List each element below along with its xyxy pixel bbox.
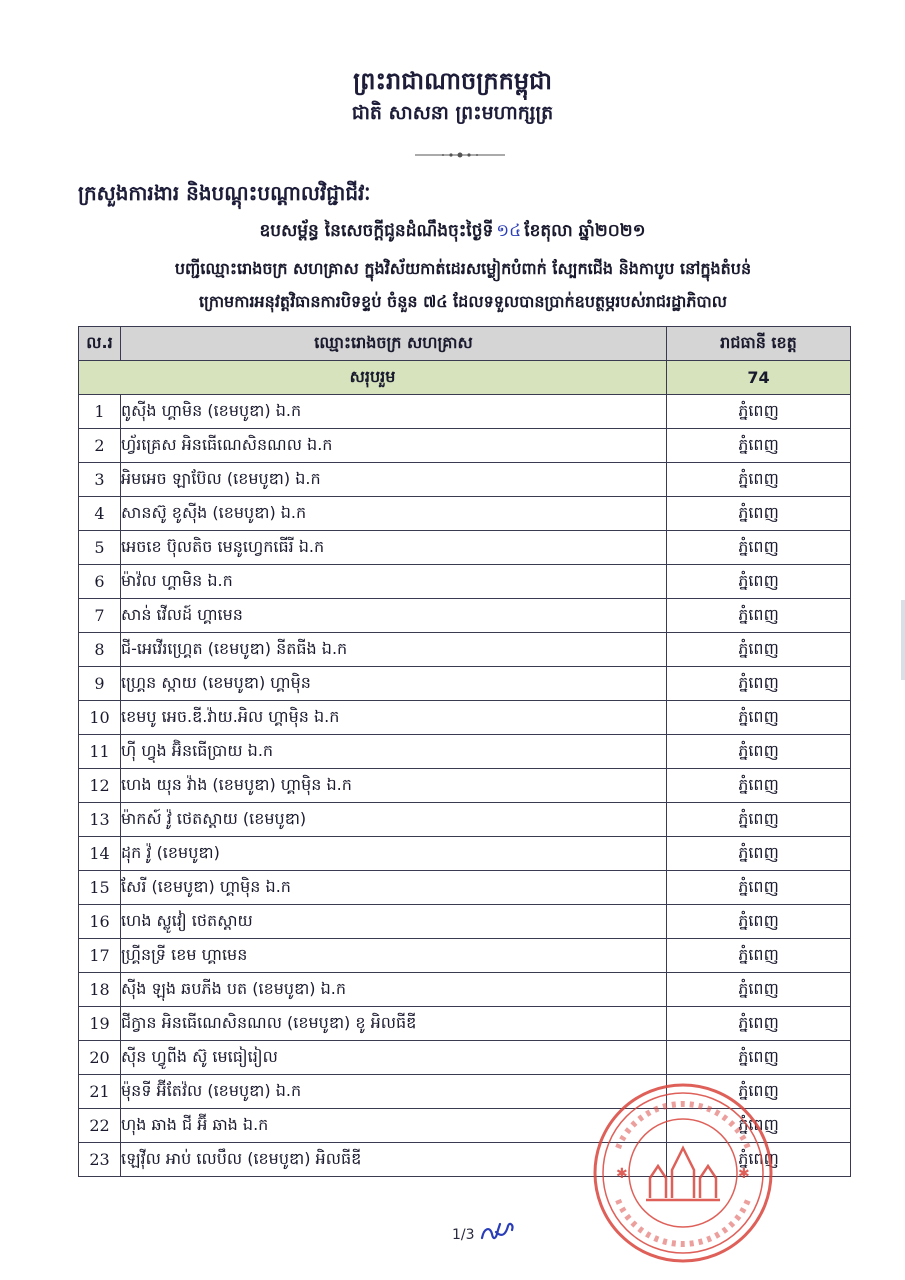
table-row — [79, 395, 851, 429]
table-row — [79, 1075, 851, 1109]
province-name: ភ្នំពេញ — [667, 905, 851, 939]
handwritten-initial — [478, 1220, 518, 1244]
province-name: ភ្នំពេញ — [667, 1075, 851, 1109]
province-name: ភ្នំពេញ — [667, 973, 851, 1007]
row-number: 20 — [79, 1041, 121, 1075]
province-name: ភ្នំពេញ — [667, 1143, 851, 1177]
table-row — [79, 735, 851, 769]
row-number: 10 — [79, 701, 121, 735]
subject-text-after: ខែតុលា ឆ្នាំ២០២១ — [524, 221, 646, 241]
factory-name: សែរី (ខេមបូឌា) ហ្គាម៉ិន ឯ.ក — [121, 871, 667, 905]
table-row — [79, 939, 851, 973]
province-name: ភ្នំពេញ — [667, 1041, 851, 1075]
factory-name: ស៊ីន ហ្វូពីង ស៊ូ មេធៀរៀល — [121, 1041, 667, 1075]
table-row — [79, 1143, 851, 1177]
province-name: ភ្នំពេញ — [667, 463, 851, 497]
factory-name: សានស៊ូ ខូស៊ីង (ខេមបូឌា) ឯ.ក — [121, 497, 667, 531]
province-name: ភ្នំពេញ — [667, 837, 851, 871]
annex-subject — [0, 220, 905, 245]
factory-list-table — [78, 326, 851, 1177]
row-number: 21 — [79, 1075, 121, 1109]
factory-name: ហេង យុន វ៉ាង (ខេមបូឌា) ហ្គាម៉ិន ឯ.ក — [121, 769, 667, 803]
subject-text-before: ឧបសម្ព័ន្ធ នៃសេចក្តីជូនដំណឹងចុះថ្ងៃទី — [259, 221, 494, 241]
row-number: 14 — [79, 837, 121, 871]
row-number: 4 — [79, 497, 121, 531]
row-number: 2 — [79, 429, 121, 463]
table-row — [79, 1041, 851, 1075]
row-number: 7 — [79, 599, 121, 633]
description-line-2: ក្រោមការអនុវត្តវិធានការបិទខ្ទប់ ចំនួន ៧៤ ដែលទទួលបានប្រាក់ឧបត្ថម្ភរបស់រាជរដ្ឋាភិបាល — [198, 292, 728, 311]
province-name: ភ្នំពេញ — [667, 667, 851, 701]
factory-name: ម៉ុនទី អ៊ីតែវ៉ល (ខេមបូឌា) ឯ.ក — [121, 1075, 667, 1109]
table-row — [79, 769, 851, 803]
province-name: ភ្នំពេញ — [667, 429, 851, 463]
description-line-1: បញ្ជីឈ្មោះរោងចក្រ សហគ្រាស ក្នុងវិស័យកាត់ដេរសម្លៀកបំពាក់ ស្បែកជើង និងកាបូប នៅក្នុងតំបន់ — [174, 259, 752, 278]
factory-name: អេចខេ ប៊ុលតិច មេនូហ្វេកធើរី ឯ.ក — [121, 531, 667, 565]
row-number: 5 — [79, 531, 121, 565]
province-name: ភ្នំពេញ — [667, 939, 851, 973]
factory-name: ឡេវ៉ីល អាប់ លេបឹល (ខេមបូឌា) អិលធីឌី — [121, 1143, 667, 1177]
header-province: រាជធានី ខេត្ត — [667, 327, 851, 361]
table-row — [79, 973, 851, 1007]
row-number: 18 — [79, 973, 121, 1007]
province-name: ភ្នំពេញ — [667, 803, 851, 837]
row-number: 16 — [79, 905, 121, 939]
table-row — [79, 701, 851, 735]
total-row — [79, 361, 851, 395]
table-row — [79, 1007, 851, 1041]
table-row — [79, 497, 851, 531]
row-number: 8 — [79, 633, 121, 667]
kingdom-title: ព្រះរាជាណាចក្រកម្ពុជា — [353, 66, 552, 95]
province-name: ភ្នំពេញ — [667, 395, 851, 429]
factory-name: ហ្គ្រេន ស្កាយ (ខេមបូឌា) ហ្គាម៉ិន — [121, 667, 667, 701]
row-number: 15 — [79, 871, 121, 905]
table-row — [79, 463, 851, 497]
table-row — [79, 633, 851, 667]
province-name: ភ្នំពេញ — [667, 633, 851, 667]
factory-name: ហ្គ្រីនទ្រី ខេម ហ្គាមេន — [121, 939, 667, 973]
subject-day: ១៤ — [496, 221, 522, 241]
total-label: សរុបរួម — [79, 361, 667, 395]
factory-name: ហ៊ី ហ្វុង អ៊ិនធើប្រាយ ឯ.ក — [121, 735, 667, 769]
row-number: 11 — [79, 735, 121, 769]
factory-name: អិមអេច ឡាប៊ែល (ខេមបូឌា) ឯ.ក — [121, 463, 667, 497]
province-name: ភ្នំពេញ — [667, 565, 851, 599]
header-name: ឈ្មោះរោងចក្រ សហគ្រាស — [121, 327, 667, 361]
factory-name: ហេង ស្លូវៀ ថេតស្តាយ — [121, 905, 667, 939]
province-name: ភ្នំពេញ — [667, 1007, 851, 1041]
table-row — [79, 871, 851, 905]
table-row — [79, 837, 851, 871]
factory-name: សាន់ វើលដ៍ ហ្គាមេន — [121, 599, 667, 633]
row-number: 23 — [79, 1143, 121, 1177]
province-name: ភ្នំពេញ — [667, 735, 851, 769]
factory-name: ខេមបូ អេច.ឌី.វ៉ាយ.អិល ហ្គាម៉ិន ឯ.ក — [121, 701, 667, 735]
page-number: 1/3 — [452, 1227, 475, 1243]
province-name: ភ្នំពេញ — [667, 497, 851, 531]
row-number: 9 — [79, 667, 121, 701]
ministry-name: ក្រសួងការងារ និងបណ្តុះបណ្តាលវិជ្ជាជីវៈ — [78, 181, 371, 205]
svg-text:✱: ✱ — [738, 1166, 750, 1182]
row-number: 3 — [79, 463, 121, 497]
factory-name: ជី-អេវើរហ្គ្រេត (ខេមបូឌា) នីតធីង ឯ.ក — [121, 633, 667, 667]
table-row — [79, 599, 851, 633]
factory-name: ដុក វ៉ូ (ខេមបូឌា) — [121, 837, 667, 871]
factory-name: ហ្វ័រគ្រេស អិនធើណេសិនណល ឯ.ក — [121, 429, 667, 463]
page-edge-shadow — [901, 600, 905, 680]
table-row — [79, 905, 851, 939]
row-number: 13 — [79, 803, 121, 837]
factory-name: ម៉ាវ៉ល ហ្គាមិន ឯ.ក — [121, 565, 667, 599]
total-value: 74 — [667, 361, 851, 395]
factory-name: ស៊ីង ឡុង ឆបភីង បត (ខេមបូឌា) ឯ.ក — [121, 973, 667, 1007]
row-number: 17 — [79, 939, 121, 973]
factory-name: ហុង ឆាង ជី អ៊ី ឆាង ឯ.ក — [121, 1109, 667, 1143]
table-row — [79, 531, 851, 565]
table-row — [79, 565, 851, 599]
factory-name: ជីក្វាន អិនធើណេសិនណល (ខេមបូឌា) ខូ អិលធីឌី — [121, 1007, 667, 1041]
national-motto: ជាតិ សាសនា ព្រះមហាក្សត្រ — [351, 102, 554, 124]
table-header-row — [79, 327, 851, 361]
row-number: 6 — [79, 565, 121, 599]
factory-name: ពូស៊ីង ហ្គាមិន (ខេមបូឌា) ឯ.ក — [121, 395, 667, 429]
province-name: ភ្នំពេញ — [667, 871, 851, 905]
province-name: ភ្នំពេញ — [667, 769, 851, 803]
province-name: ភ្នំពេញ — [667, 1109, 851, 1143]
table-row — [79, 667, 851, 701]
table-row — [79, 429, 851, 463]
table-row — [79, 803, 851, 837]
header-no: ល.រ — [79, 327, 121, 361]
table-row — [79, 1109, 851, 1143]
province-name: ភ្នំពេញ — [667, 531, 851, 565]
province-name: ភ្នំពេញ — [667, 599, 851, 633]
row-number: 12 — [79, 769, 121, 803]
province-name: ភ្នំពេញ — [667, 701, 851, 735]
row-number: 19 — [79, 1007, 121, 1041]
factory-name: ម៉ាកស៍ វ៉ូ ថេតស្តាយ (ខេមបូឌា) — [121, 803, 667, 837]
row-number: 1 — [79, 395, 121, 429]
divider-ornament — [415, 150, 505, 160]
svg-text:✱: ✱ — [616, 1166, 628, 1182]
row-number: 22 — [79, 1109, 121, 1143]
